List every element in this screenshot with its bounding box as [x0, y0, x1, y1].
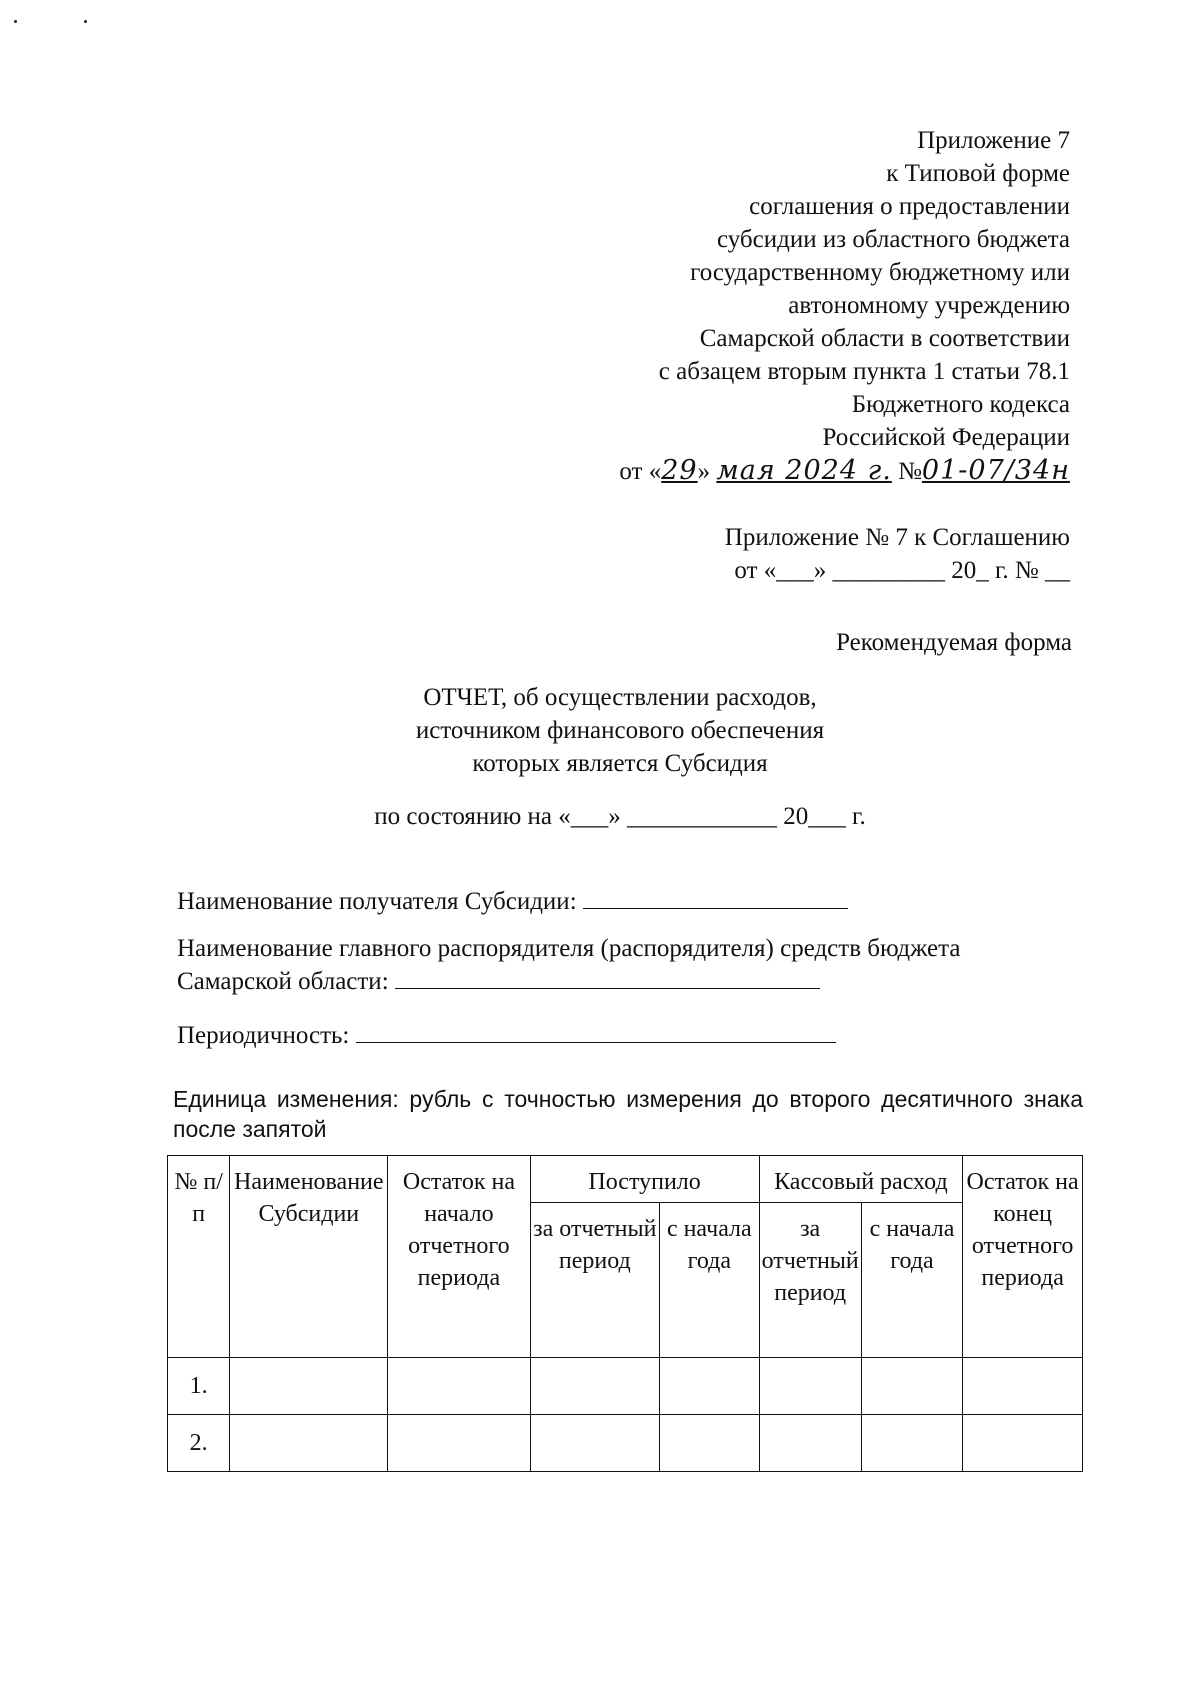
appendix-line: государственному бюджетному или — [690, 259, 1070, 286]
manager-label-line1: Наименование главного распорядителя (распорядителя) средств бюджета — [177, 935, 961, 962]
appendix-line: Бюджетного кодекса — [851, 391, 1070, 418]
report-table — [167, 1155, 1083, 1472]
handwritten-month-year: мая 2024 г. — [716, 455, 892, 486]
header-cash-year: с начала года — [861, 1203, 962, 1358]
recipient-field — [177, 885, 848, 918]
table-cell — [388, 1415, 530, 1472]
appendix-line: субсидии из областного бюджета — [716, 226, 1070, 253]
table-row — [168, 1415, 1083, 1472]
appendix-line: Приложение 7 — [917, 127, 1070, 154]
table-cell — [388, 1358, 530, 1415]
appendix-date-line — [619, 454, 1070, 488]
date-close: » — [697, 458, 717, 485]
appendix-line: соглашения о предоставлении — [749, 193, 1070, 220]
report-title — [0, 681, 1200, 780]
table-row — [168, 1358, 1083, 1415]
table-cell — [530, 1358, 659, 1415]
date-prefix: от « — [619, 458, 662, 485]
appendix-line: к Типовой форме — [886, 160, 1070, 187]
agreement-date: от «___» _________ 20_ г. № __ — [734, 557, 1070, 584]
recommended-form-label: Рекомендуемая форма — [836, 629, 1072, 656]
table-cell — [660, 1415, 760, 1472]
row-num: 2. — [168, 1415, 230, 1472]
manager-blank — [395, 968, 820, 989]
agreement-title: Приложение № 7 к Соглашению — [724, 524, 1070, 551]
row-num: 1. — [168, 1358, 230, 1415]
scan-dot-left — [14, 20, 17, 23]
handwritten-day: 29 — [661, 455, 698, 486]
table-cell — [230, 1358, 388, 1415]
header-num: № п/п — [168, 1156, 230, 1358]
table-cell — [660, 1358, 760, 1415]
appendix-line: Российской Федерации — [822, 424, 1070, 451]
periodicity-field — [177, 1019, 836, 1052]
header-received-period: за отчетный период — [530, 1203, 659, 1358]
table-cell — [230, 1415, 388, 1472]
header-received: Поступило — [530, 1156, 759, 1203]
header-cash-period: за отчетный период — [759, 1203, 861, 1358]
periodicity-label: Периодичность: — [177, 1022, 350, 1049]
table-cell — [963, 1358, 1083, 1415]
table-cell — [861, 1358, 962, 1415]
header-balance-start: Остаток на начало отчетного периода — [388, 1156, 530, 1358]
appendix-header — [619, 124, 1070, 488]
title-line: ОТЧЕТ, об осуществлении расходов, — [423, 684, 817, 711]
title-line: которых является Субсидия — [472, 750, 768, 777]
recipient-label: Наименование получателя Субсидии: — [177, 888, 577, 915]
appendix-line: автономному учреждению — [788, 292, 1070, 319]
manager-field — [177, 932, 960, 998]
handwritten-number: 01-07/34н — [921, 455, 1070, 486]
recipient-blank — [583, 888, 848, 909]
table-cell — [759, 1415, 861, 1472]
manager-label-line2: Самарской области: — [177, 968, 389, 995]
as-of-date: по состоянию на «___» ____________ 20___ г. — [374, 803, 866, 830]
title-line: источником финансового обеспечения — [415, 717, 825, 744]
header-cash-expense: Кассовый расход — [759, 1156, 963, 1203]
header-received-year: с начала года — [660, 1203, 760, 1358]
appendix-line: с абзацем вторым пункта 1 статьи 78.1 — [658, 358, 1070, 385]
header-balance-end: Остаток на конец отчетного периода — [963, 1156, 1083, 1358]
scan-dot-right — [84, 20, 87, 23]
table-cell — [963, 1415, 1083, 1472]
table-cell — [530, 1415, 659, 1472]
header-name: Наименование Субсидии — [230, 1156, 388, 1358]
appendix-line: Самарской области в соответствии — [699, 325, 1070, 352]
table-cell — [759, 1358, 861, 1415]
header-row-1 — [168, 1156, 1083, 1203]
agreement-header — [725, 521, 1070, 587]
table-cell — [861, 1415, 962, 1472]
number-prefix: № — [891, 458, 922, 485]
units-note: Единица изменения: рубль с точностью измерения до второго десятичного знака после запятой — [173, 1086, 1083, 1142]
periodicity-blank — [356, 1022, 836, 1043]
